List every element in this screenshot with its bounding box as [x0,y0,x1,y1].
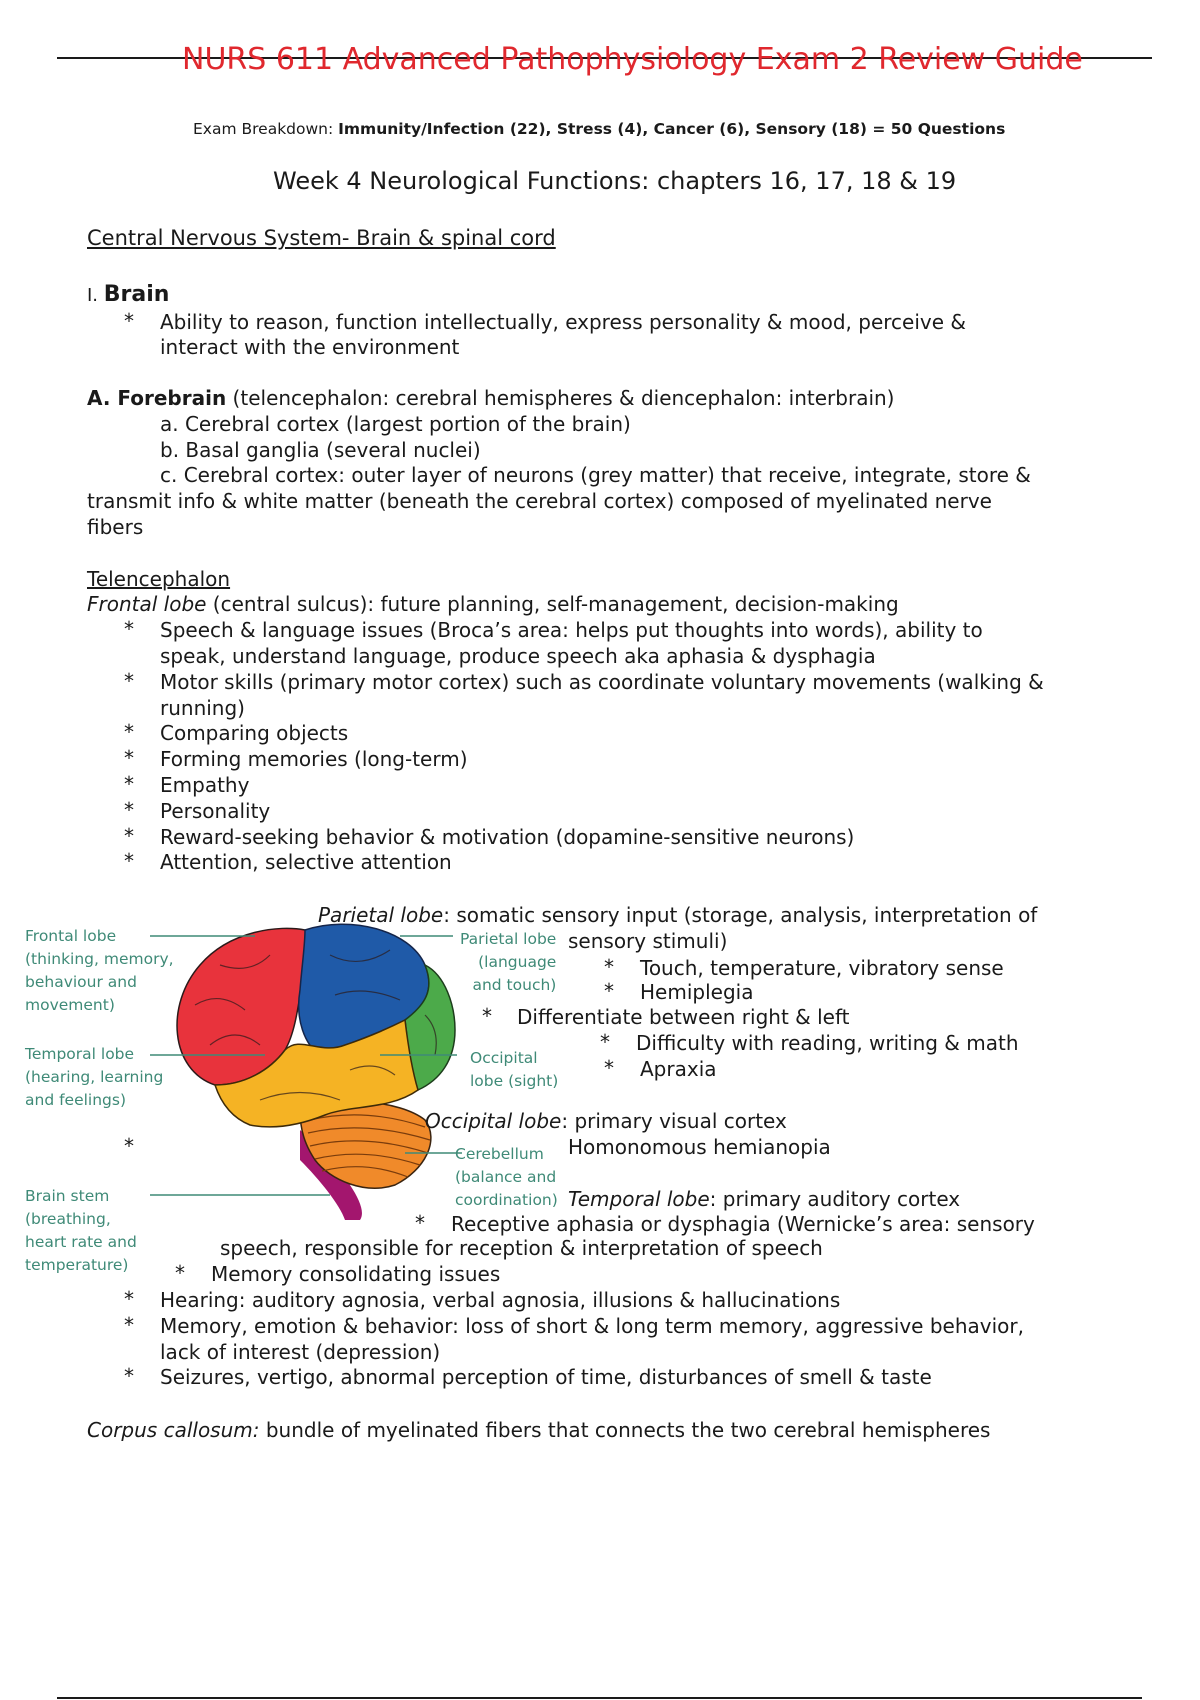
temporal-bullet: Hearing: auditory agnosia, verbal agnosia, illusions & hallucinations [160,1288,841,1312]
bullet-star: * [124,669,134,693]
page-title: NURS 611 Advanced Pathophysiology Exam 2 Review Guide [182,42,1083,77]
bullet-star: * [124,798,134,822]
frontal-bullet: Personality [160,799,271,823]
forebrain-item-a: a. Cerebral cortex (largest portion of the brain) [160,412,631,436]
parietal-bullet: Apraxia [640,1057,717,1081]
bullet-star: * [124,1313,134,1337]
temporal-bullet: Memory, emotion & behavior: loss of short & long term memory, aggressive behavior, [160,1314,1024,1338]
label-line: (thinking, memory, [25,950,174,968]
forebrain-item-c-3: fibers [87,515,144,539]
figure-label-parietal [460,928,556,997]
bullet-star: * [604,955,614,979]
bullet-star: * [124,772,134,796]
occipital-bullet: Homonomous hemianopia [568,1135,831,1159]
bullet-star: * [124,1364,134,1388]
temporal-bullet: Seizures, vertigo, abnormal perception of time, disturbances of smell & taste [160,1365,932,1389]
parietal-lobe-desc: : somatic sensory input (storage, analysis, interpretation of [443,903,1038,927]
bullet-star: * [124,824,134,848]
label-line: temperature) [25,1256,129,1274]
label-line: lobe (sight) [470,1072,559,1090]
label-line: and touch) [472,976,557,994]
label-line: (hearing, learning [25,1068,164,1086]
occipital-lobe-desc: : primary visual cortex [561,1109,787,1133]
occipital-lobe-label: Occipital lobe [425,1109,562,1133]
bullet-star: * [124,617,134,641]
forebrain-item-c-2: transmit info & white matter (beneath the cerebral cortex) composed of myelinated nerve [87,489,992,513]
bullet-star: * [124,720,134,744]
label-line: heart rate and [25,1233,137,1251]
temporal-bullet: Receptive aphasia or dysphagia (Wernicke’s area: sensory [451,1212,1035,1236]
label-line: movement) [25,996,115,1014]
temporal-bullet-cont: speech, responsible for reception & interpretation of speech [220,1236,823,1260]
forebrain-line [87,386,894,410]
exam-breakdown [193,120,1005,138]
frontal-bullet-cont: running) [160,696,245,720]
label-line: and feelings) [25,1091,127,1109]
frontal-bullet: Reward-seeking behavior & motivation (dopamine-sensitive neurons) [160,825,855,849]
temporal-lobe-label: Temporal lobe [568,1187,710,1211]
bottom-rule [57,1697,1142,1699]
forebrain-item-c-1: c. Cerebral cortex: outer layer of neurons (grey matter) that receive, integrate, store & [160,463,1031,487]
parietal-bullet: Touch, temperature, vibratory sense [640,956,1004,980]
bullet-star: * [604,979,614,1003]
figure-label-cerebellum [455,1143,558,1212]
forebrain-desc: (telencephalon: cerebral hemispheres & diencephalon: interbrain) [226,386,895,410]
brain-numeral: I. [87,285,104,306]
label-line: (language [478,953,557,971]
occipital-lobe-line [425,1109,787,1133]
frontal-bullet: Forming memories (long-term) [160,747,468,771]
frontal-bullet-cont: speak, understand language, produce speech aka aphasia & dysphagia [160,644,876,668]
temporal-lobe-line [568,1187,960,1211]
corpus-callosum-desc: bundle of myelinated fibers that connects the two cerebral hemispheres [259,1418,991,1442]
temporal-lobe-desc: : primary auditory cortex [709,1187,961,1211]
label-line: coordination) [455,1191,558,1209]
brain-bullet-line-1: Ability to reason, function intellectually, express personality & mood, perceive & [160,310,966,334]
label-line: Frontal lobe [25,927,117,945]
bullet-star: * [604,1056,614,1080]
figure-label-brainstem [25,1185,137,1277]
label-line: Parietal lobe [460,930,557,948]
forebrain-item-b: b. Basal ganglia (several nuclei) [160,438,481,462]
label-line: (balance and [455,1168,557,1186]
frontal-bullet: Motor skills (primary motor cortex) such as coordinate voluntary movements (walking & [160,670,1044,694]
bullet-star: * [415,1211,425,1235]
label-line: (breathing, [25,1210,111,1228]
parietal-bullet: Difficulty with reading, writing & math [636,1031,1019,1055]
breakdown-value: Immunity/Infection (22), Stress (4), Cancer (6), Sensory (18) = 50 Questions [338,120,1006,138]
bullet-star: * [124,1134,134,1158]
figure-label-occipital [470,1047,558,1093]
forebrain-label: A. Forebrain [87,386,227,410]
frontal-bullet: Comparing objects [160,721,349,745]
frontal-lobe-desc: (central sulcus): future planning, self-management, decision-making [206,592,899,616]
frontal-lobe-line [87,592,899,616]
frontal-bullet: Empathy [160,773,250,797]
label-line: Occipital [470,1049,538,1067]
cns-heading: Central Nervous System- Brain & spinal cord [87,226,556,250]
figure-label-temporal [25,1043,163,1112]
temporal-bullet-cont: lack of interest (depression) [160,1340,441,1364]
label-line: Cerebellum [455,1145,544,1163]
frontal-lobe-label: Frontal lobe [87,592,207,616]
week-heading: Week 4 Neurological Functions: chapters 16, 17, 18 & 19 [273,167,957,195]
temporal-bullet: Memory consolidating issues [211,1262,501,1286]
label-line: behaviour and [25,973,137,991]
bullet-star: * [175,1261,185,1285]
bullet-star: * [124,309,134,333]
parietal-lobe-desc-cont: sensory stimuli) [568,929,728,953]
bullet-star: * [124,849,134,873]
bullet-star: * [600,1030,610,1054]
telencephalon-heading: Telencephalon [87,567,231,591]
frontal-bullet: Attention, selective attention [160,850,452,874]
bullet-star: * [124,1287,134,1311]
figure-label-frontal [25,925,174,1017]
brain-heading [87,282,169,307]
bullet-star: * [482,1004,492,1028]
brain-title: Brain [103,282,170,307]
breakdown-label: Exam Breakdown: [193,120,339,138]
parietal-bullet: Hemiplegia [640,980,754,1004]
parietal-lobe-line [318,903,1037,927]
parietal-lobe-label: Parietal lobe [318,903,444,927]
bullet-star: * [124,746,134,770]
parietal-bullet: Differentiate between right & left [517,1005,850,1029]
corpus-callosum-line [87,1418,990,1442]
label-line: Temporal lobe [25,1045,135,1063]
brain-bullet-line-2: interact with the environment [160,335,460,359]
frontal-bullet: Speech & language issues (Broca’s area: helps put thoughts into words), ability to [160,618,983,642]
corpus-callosum-label: Corpus callosum: [87,1418,260,1442]
label-line: Brain stem [25,1187,110,1205]
